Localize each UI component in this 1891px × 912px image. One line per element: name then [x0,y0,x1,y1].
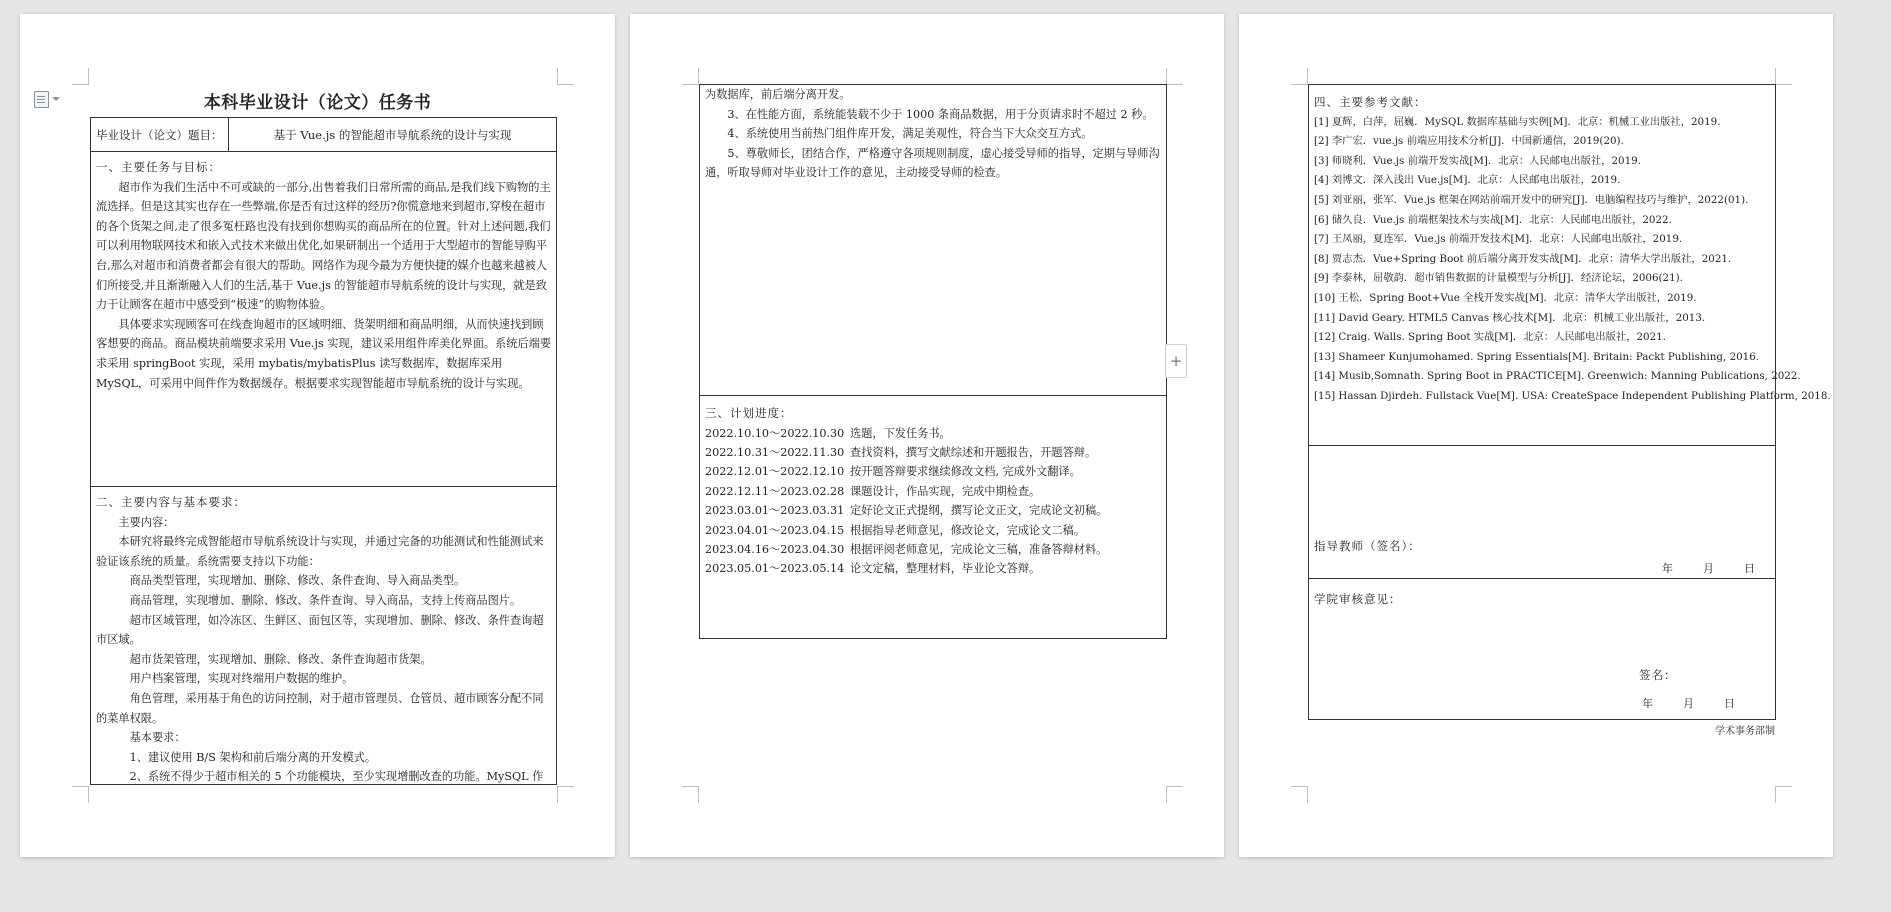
schedule-row [705,540,1161,559]
reference-item: [11] David Geary. HTML5 Canvas 核心技术[M]．北京：机械工业出版社，2013. [1314,311,1706,324]
text-line: 3、在性能方面，系统能装载不少于 1000 条商品数据，用于分页请求时不超过 2 秒。 [727,107,1154,121]
document-page-3 [1239,14,1833,857]
schedule-task: 根据评阅老师意见，完成论文三稿，准备答辩材料。 [850,543,1108,557]
document-page-1 [20,14,615,857]
schedule-task: 查找资料，撰写文献综述和开题报告，开题答辩。 [850,446,1097,459]
text-line: 超市货架管理，实现增加、删除、修改、条件查询超市货架。 [129,652,432,666]
schedule-row [705,501,1161,520]
month-label: 月 [1703,562,1714,575]
sign-label: 签名： [1639,668,1677,682]
continued-content [705,85,1161,183]
text-line: 商品管理，实现增加、删除、修改、条件查询、导入商品，支持上传商品图片。 [129,593,522,607]
text-line: 2、系统不得少于超市相关的 5 个功能模块，至少实现增删改查的功能。MySQL 作 [129,770,544,784]
reference-item: [8] 贾志杰．Vue+Spring Boot 前后端分离开发实战[M]．北京：清华大学出版社，2021. [1314,252,1732,265]
schedule-row [705,443,1161,462]
section-tasks-cell [91,151,556,487]
document-page-2 [630,14,1224,857]
schedule-row [705,462,1161,481]
subject-row [91,118,556,151]
college-opinion-label: 学院审核意见： [1314,592,1402,606]
schedule-content [700,396,1166,579]
text-line: 1、建议使用 B/S 架构和前后端分离的开发模式。 [129,750,377,764]
text-line: 5、尊敬师长，团结合作，严格遵守各项规则制度，虚心接受导师的指导，定期与导师沟通，听取导师对毕业设计工作的意见，主动接受导师的检查。 [705,146,1160,180]
schedule-row [705,521,1161,540]
references-table [1308,84,1831,720]
page-margin-corner [682,786,699,803]
schedule-date: 2022.10.31～2022.11.30 [705,446,845,459]
reference-item: [7] 王凤丽，夏连军．Vue.js 前端开发技术[M]．北京：人民邮电出版社，2019. [1314,233,1683,246]
page-margin-corner [72,68,89,85]
reference-item: [2] 李广宏．vue.js 前端应用技术分析[J]．中国新通信，2019(20). [1314,135,1624,148]
subject-value: 基于 Vue.js 的智能超市导航系统的设计与实现 [273,127,512,142]
section-heading: 三、计划进度： [705,406,793,420]
paragraph: 超市作为我们生活中不可或缺的一部分,出售着我们日常所需的商品,是我们线下购物的主流选择。但是这其实也存在一些弊端,你是否有过这样的经历?你慌意地来到超市,穿梭在超市的各个货架之间,走了很多冤枉路也没有找到你想购买的商品所在的位置。针对上述问题,我们可以利用物联网技术和嵌入式技术来做出优化,如果研制出一个适用于大型超市的智能导购平台,那么对超市和消费者都会有很大的帮助。网络作为现今最为方便快捷的媒介也越来越被人们所接受,并且渐渐融入人们的生活,基于 Vue.js 的智能超市导航系统的设计与实现，就是致力于让顾客在超市中感受到“极速”的购物体验。 [96,180,551,312]
day-label: 日 [1724,697,1735,710]
page-margin-corner [1775,786,1792,803]
reference-item: [4] 刘博文．深入浅出 Vue.js[M]．北京：人民邮电出版社，2019. [1314,174,1621,187]
section-content-content [91,487,556,787]
page-margin-corner [72,786,89,803]
college-opinion-cell [1309,578,1775,719]
schedule-date: 2022.12.11～2023.02.28 [705,484,845,498]
schedule-date: 2022.12.01～2022.12.10 [705,465,845,479]
section-content-cell [91,486,556,784]
month-label: 月 [1683,697,1694,710]
text-line: 为数据库，前后端分离开发。 [705,88,851,101]
reference-item: [5] 刘亚丽，张军．Vue.js 框架在网站前端开发中的研究[J]．电脑编程技巧与维护，2022(01). [1314,193,1749,206]
reference-item: [13] Shameer Kunjumohamed. Spring Essentials[M]. Britain: Packt Publishing, 2016. [1314,350,1760,363]
footer-note: 学术事务部制 [1715,726,1775,737]
text-line: 超市区域管理，如冷冻区、生鲜区、面包区等，实现增加、删除、修改、条件查询超市区域。 [96,613,544,647]
page-margin-corner [557,68,574,85]
page-title: 本科毕业设计（论文）任务书 [203,93,432,113]
schedule-date: 2023.04.16～2023.04.30 [705,543,845,557]
section-heading: 二、主要内容与基本要求： [96,495,246,509]
subject-label: 毕业设计（论文）题目： [91,118,229,151]
section-tasks-content [91,152,556,393]
schedule-date: 2023.03.01～2023.03.31 [705,504,845,518]
schedule-row [705,559,1161,578]
date-line [1642,695,1735,711]
advisor-sign-cell [1309,445,1775,579]
reference-item: [10] 王松．Spring Boot+Vue 全栈开发实战[M]．北京：清华大学出版社，2019. [1314,291,1697,304]
year-label: 年 [1662,562,1673,575]
reference-item: [9] 李泰林，屈敬韵．超市销售数据的计量模型与分析[J]．经济论坛，2006(21). [1314,272,1683,285]
schedule-task: 论文定稿，整理材料，毕业论文答辩。 [850,562,1041,576]
text-line: 商品类型管理，实现增加、删除、修改、条件查询、导入商品类型。 [129,574,466,588]
text-line: 角色管理，采用基于角色的访问控制，对于超市管理员、仓管员、超市顾客分配不同的菜单权限。 [96,691,544,725]
reference-item: [3] 师晓利．Vue.js 前端开发实战[M]．北京：人民邮电出版社，2019. [1314,154,1641,167]
page-margin-corner [1166,68,1183,85]
page-margin-corner [1291,786,1308,803]
text-line: 基本要求： [129,731,186,745]
day-label: 日 [1744,562,1755,575]
schedule-task: 根据指导老师意见，修改论文，完成论文二稿。 [850,523,1085,537]
year-label: 年 [1642,697,1653,710]
schedule-row [705,482,1161,501]
text-line: 4、系统使用当前热门组件库开发，满足美观性，符合当下大众交互方式。 [727,127,1093,141]
schedule-task: 按开题答辩要求继续修改文档, 完成外文翻译。 [850,465,1081,479]
schedule-task: 选题，下发任务书。 [850,426,951,440]
continued-table [699,84,1167,639]
page-margin-corner [1166,786,1183,803]
schedule-task: 定好论文正式提纲，撰写论文正文，完成论文初稿。 [850,504,1108,518]
page-margin-corner [557,786,574,803]
date-line [1662,560,1755,576]
section-schedule-cell [700,395,1166,638]
reference-item: [12] Craig. Walls. Spring Boot 实战[M]．北京：人民邮电出版社，2021. [1314,331,1666,344]
text-line: 用户档案管理，实现对终端用户数据的维护。 [129,672,354,686]
reference-item: [14] Musib,Somnath. Spring Boot in PRACTICE[M]. Greenwich: Manning Publications, 2022. [1314,370,1801,383]
paragraph: 具体要求实现顾客可在线查询超市的区域明细、货架明细和商品明细，从而快速找到顾客想要的商品。商品模块前端要求采用 Vue.js 实现，建议采用组件库美化界面。系统后端要求采用 springBoot 实现，采用 mybatis/mybatisPlus 读写数据库，数据库采用MySQL，可采用中间件作为数据缓存。根据要求实现智能超市导航系统的设计与实现。 [96,317,552,390]
references-content [1314,93,1831,407]
add-row-button[interactable]: + [1165,344,1187,378]
reference-item: [6] 储久良．Vue.js 前端框架技术与实战[M]．北京：人民邮电出版社，2022. [1314,213,1672,226]
schedule-row [705,424,1161,443]
advisor-sign-label: 指导教师（签名）： [1314,539,1421,553]
schedule-date: 2022.10.10～2022.10.30 [705,426,845,440]
page-margin-corner [1775,68,1792,85]
text-line: 主要内容： [118,515,175,529]
schedule-date: 2023.05.01～2023.05.14 [705,562,845,576]
schedule-date: 2023.04.01～2023.04.15 [705,523,845,537]
page-margin-corner [682,68,699,85]
reference-item: [1] 夏辉，白萍，屈巍．MySQL 数据库基础与实例[M]．北京：机械工业出版社，2019. [1314,115,1721,128]
schedule-task: 课题设计，作品实现，完成中期检查。 [850,484,1041,498]
task-table [90,117,557,785]
section-heading: 一、主要任务与目标： [96,160,221,174]
page-margin-corner [1291,68,1308,85]
section-heading: 四、主要参考文献： [1314,95,1427,109]
text-line: 本研究将最终完成智能超市导航系统设计与实现，并通过完备的功能测试和性能测试来验证该系统的质量。系统需要支持以下功能： [96,535,544,568]
reference-item: [15] Hassan Djirdeh. Fullstack Vue[M]. USA: CreateSpace Independent Publishing Platform, 2018. [1314,389,1831,402]
